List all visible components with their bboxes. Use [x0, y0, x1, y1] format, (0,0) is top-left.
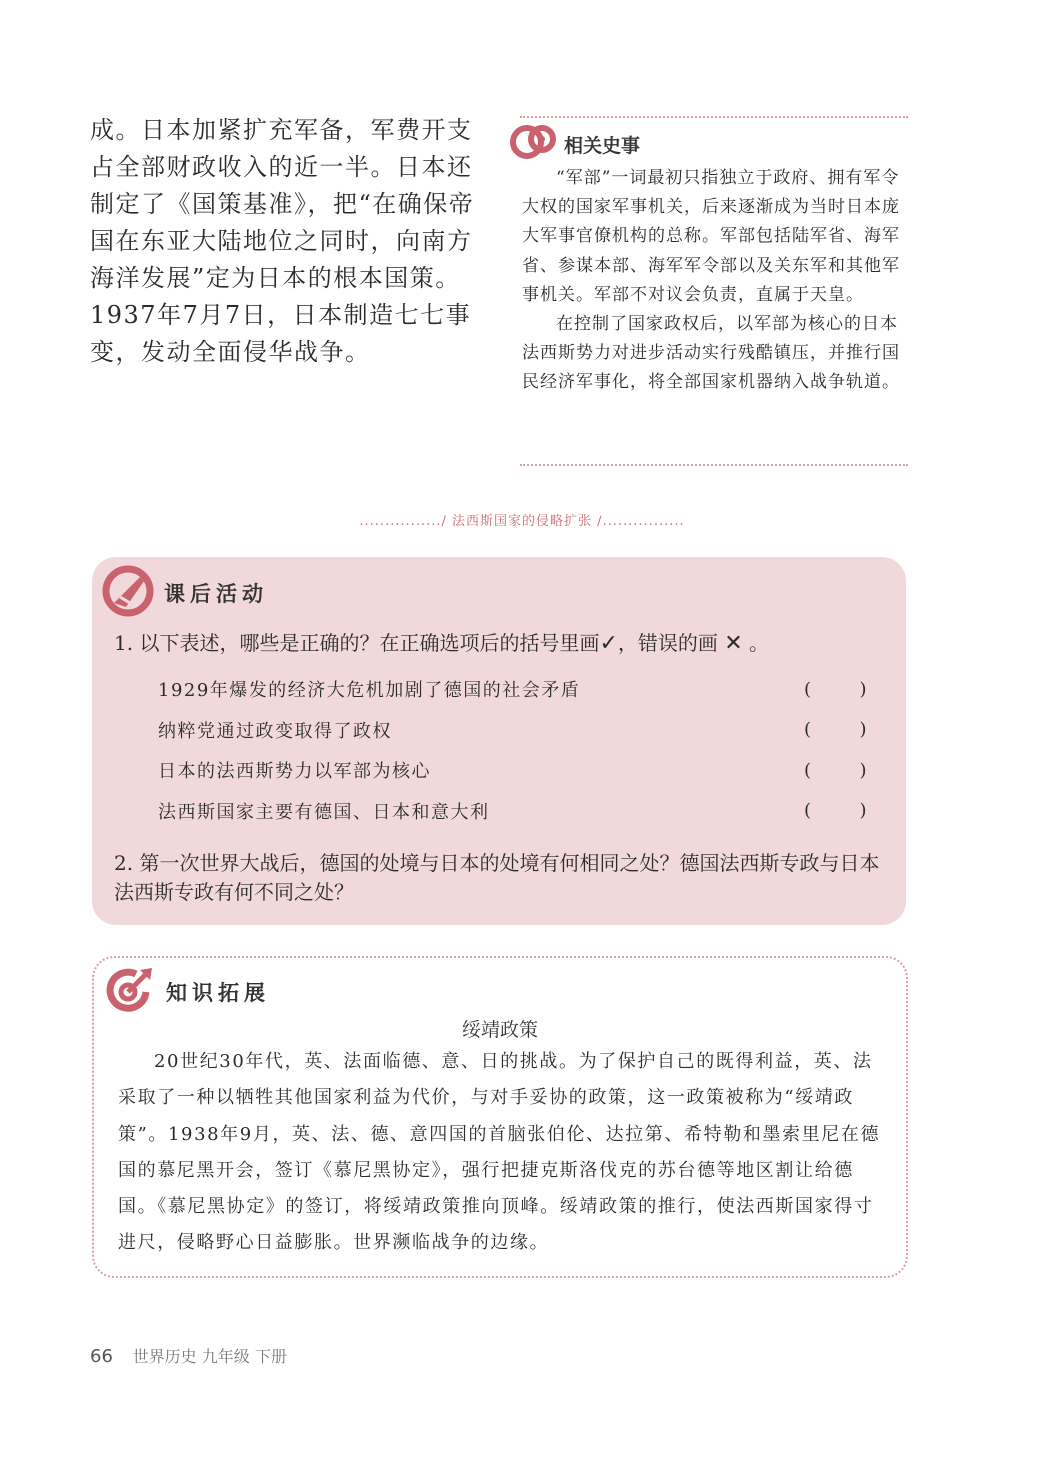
answer-blank[interactable]: ( )	[804, 719, 868, 741]
related-history-box	[520, 116, 908, 466]
statement-row	[158, 669, 868, 710]
answer-blank[interactable]: ( )	[804, 759, 868, 781]
knowledge-header	[102, 964, 270, 1020]
question-1-text: 1. 以下表述，哪些是正确的？在正确选项后的括号里画	[114, 631, 600, 655]
check-mark-icon: ✓	[599, 631, 618, 656]
related-history-body	[522, 164, 910, 398]
activity-icon	[100, 563, 156, 623]
question-2: 2. 第一次世界大战后，德国的处境与日本的处境有何相同之处？德国法西斯专政与日本法西斯专政有何不同之处？	[114, 851, 880, 904]
activity-title: 课后活动	[164, 582, 268, 606]
section-tag: ................/ 法西斯国家的侵略扩张 /................	[359, 514, 685, 529]
knowledge-paragraph: 20世纪30年代，英、法面临德、意、日的挑战。为了保护自己的既得利益，英、法采取了一种以牺牲其他国家利益为代价，与对手妥协的政策，这一政策被称为“绥靖政策”。1938年9月，英、法、德、意四国的首脑张伯伦、达拉第、希特勒和墨索里尼在德国的慕尼黑开会，签订《慕尼黑协定》，强行把捷克斯洛伐克的苏台德等地区割让给德国。《慕尼黑协定》的签订，将绥靖政策推向顶峰。绥靖政策的推行，使法西斯国家得寸进尺，侵略野心日益膨胀。世界濒临战争的边缘。	[118, 1051, 881, 1254]
cross-mark-icon: ✕	[724, 631, 743, 656]
knowledge-icon	[102, 962, 158, 1022]
statement-list	[158, 669, 868, 831]
related-history-header	[510, 120, 640, 168]
statement-row	[158, 710, 868, 751]
activity-header	[100, 565, 268, 621]
statement-row	[158, 750, 868, 791]
activity-box	[92, 557, 906, 925]
statement-text: 1929年爆发的经济大危机加剧了德国的社会矛盾	[158, 680, 581, 702]
related-history-title: 相关史事	[564, 134, 641, 157]
question-1-end: 。	[742, 631, 770, 655]
related-paragraph-1: “军部”一词最初只指独立于政府、拥有军令大权的国家军事机关，后来逐渐成为当时日本庞大军事官僚机构的总称。军部包括陆军省、海军省、参谋本部、海军军令部以及关东军和其他军事机关。军部不对议会负责，直属于天皇。	[522, 168, 900, 305]
knowledge-body	[118, 1044, 886, 1262]
statement-text: 法西斯国家主要有德国、日本和意大利	[158, 801, 490, 823]
page-number: 66	[90, 1346, 113, 1367]
answer-blank[interactable]: ( )	[804, 800, 868, 822]
related-paragraph-2: 在控制了国家政权后，以军部为核心的日本法西斯势力对进步活动实行残酷镇压，并推行国民经济军事化，将全部国家机器纳入战争轨道。	[522, 314, 900, 393]
answer-blank[interactable]: ( )	[804, 678, 868, 700]
book-title: 世界历史 九年级 下册	[132, 1347, 287, 1366]
statement-row	[158, 791, 868, 832]
knowledge-box	[92, 956, 908, 1278]
main-paragraph: 成。日本加紧扩充军备，军费开支占全部财政收入的近一半。日本还制定了《国策基准》，把“在确保帝国在东亚大陆地位之同时，向南方海洋发展”定为日本的根本国策。1937年7月7日，日本制造七七事变，发动全面侵华战争。	[90, 116, 475, 366]
related-history-icon	[510, 119, 560, 169]
knowledge-title: 知识拓展	[166, 981, 270, 1005]
page-footer	[90, 1344, 287, 1367]
question-1	[114, 629, 769, 658]
main-text-block	[90, 112, 490, 371]
knowledge-subtitle: 绥靖政策	[461, 1019, 538, 1041]
question-1-mid: ，错误的画	[617, 631, 725, 655]
statement-text: 纳粹党通过政变取得了政权	[158, 720, 392, 742]
statement-text: 日本的法西斯势力以军部为核心	[158, 761, 431, 783]
